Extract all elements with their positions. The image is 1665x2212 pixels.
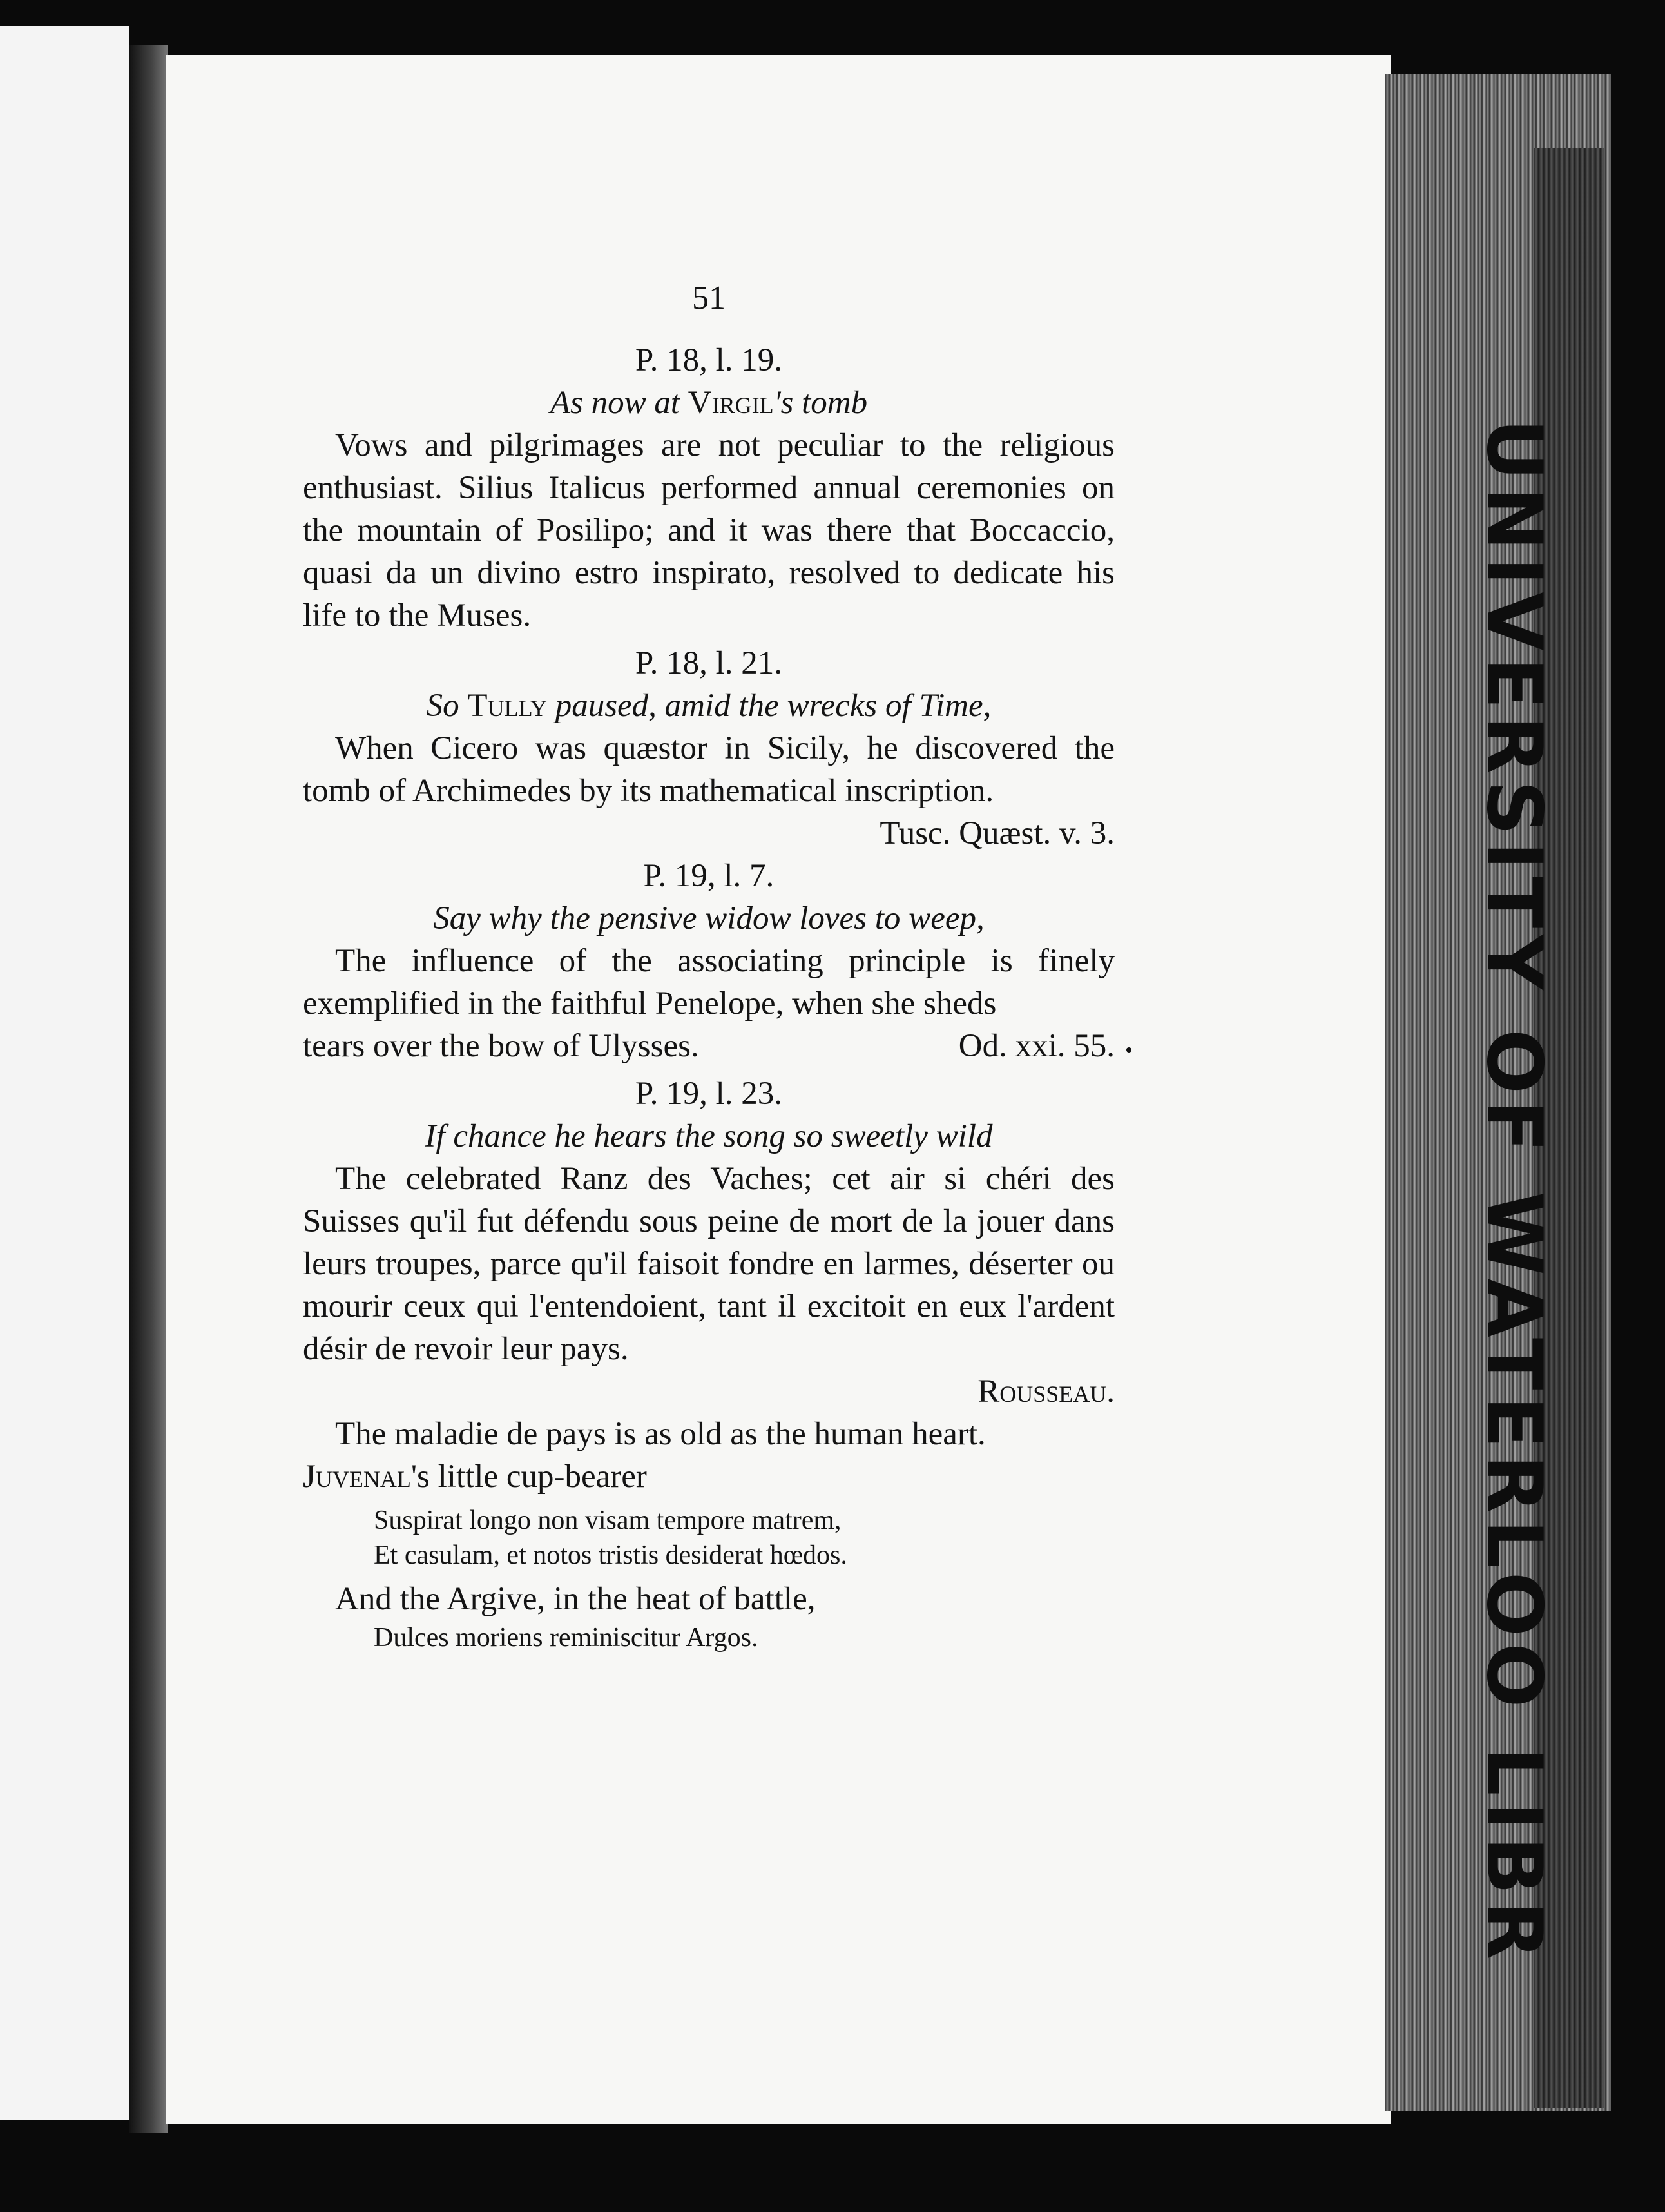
- section-body-2: The maladie de pays is as old as the human heart.: [335, 1416, 986, 1452]
- section-citation: Tusc. Quæst. v. 3.: [880, 815, 1115, 851]
- section-reference: P. 19, l. 7.: [643, 858, 775, 894]
- argive-line: And the Argive, in the heat of battle,: [335, 1581, 816, 1617]
- section-reference: P. 19, l. 23.: [635, 1076, 783, 1112]
- latin-verse: Dulces moriens reminiscitur Argos.: [374, 1623, 758, 1653]
- quote-text: paused, amid the wrecks of Time,: [546, 688, 992, 724]
- page-text: [303, 277, 1115, 1655]
- section-quote: [303, 684, 1115, 727]
- ink-speck: [1126, 1047, 1131, 1053]
- section-reference: P. 18, l. 21.: [635, 645, 783, 681]
- section-body-last-line: [303, 1025, 1115, 1067]
- quote-name: Tully: [467, 688, 547, 724]
- section-citation: Od. xxi. 55.: [958, 1028, 1115, 1064]
- page-number: 51: [692, 280, 726, 316]
- facing-page-edge: [0, 26, 129, 2120]
- section-body-end: tears over the bow of Ulysses.: [303, 1028, 699, 1064]
- book-gutter: [129, 45, 168, 2133]
- juvenal-name: Juvenal: [303, 1459, 411, 1495]
- section-quote: [303, 382, 1115, 424]
- juvenal-text: 's little cup-bearer: [410, 1459, 647, 1495]
- latin-verse: Suspirat longo non visam tempore matrem,: [374, 1506, 842, 1535]
- section-citation: Rousseau.: [977, 1373, 1115, 1410]
- quote-text: So: [426, 688, 468, 724]
- section-body: Vows and pilgrimages are not peculiar to the religious enthusiast. Silius Italicus performed annual ceremonies on the mountain of Posilipo; and it was there that Boccaccio, quasi da un divino estro inspirato, resolved to dedicate his life to the Muses.: [303, 427, 1115, 634]
- section-quote: Say why the pensive widow loves to weep,: [433, 900, 985, 936]
- library-stamp: [1450, 418, 1579, 1966]
- latin-verse: Et casulam, et notos tristis desiderat hœdos.: [374, 1540, 847, 1570]
- section-reference: P. 18, l. 19.: [635, 342, 783, 378]
- section-body: When Cicero was quæstor in Sicily, he discovered the tomb of Archimedes by its mathematical inscription.: [303, 730, 1115, 809]
- juvenal-line: [303, 1455, 1115, 1498]
- section-body: The influence of the associating principle is finely exemplified in the faithful Penelope, when she sheds: [303, 943, 1115, 1022]
- section-quote: If chance he hears the song so sweetly wild: [425, 1118, 993, 1154]
- library-stamp-text: UNIVERSITY OF WATERLOO LIBR: [1470, 418, 1559, 1966]
- quote-text: 's tomb: [773, 385, 868, 421]
- quote-name: Virgil: [688, 385, 774, 421]
- quote-text: As now at: [550, 385, 688, 421]
- section-body: The celebrated Ranz des Vaches; cet air si chéri des Suisses qu'il fut défendu sous peine de mort de la jouer dans leurs troupes, parce qu'il faisoit fondre en larmes, déserter ou mourir ceux qui l'entendoient, tant il excitoit en eux l'ardent désir de revoir leur pays.: [303, 1161, 1115, 1367]
